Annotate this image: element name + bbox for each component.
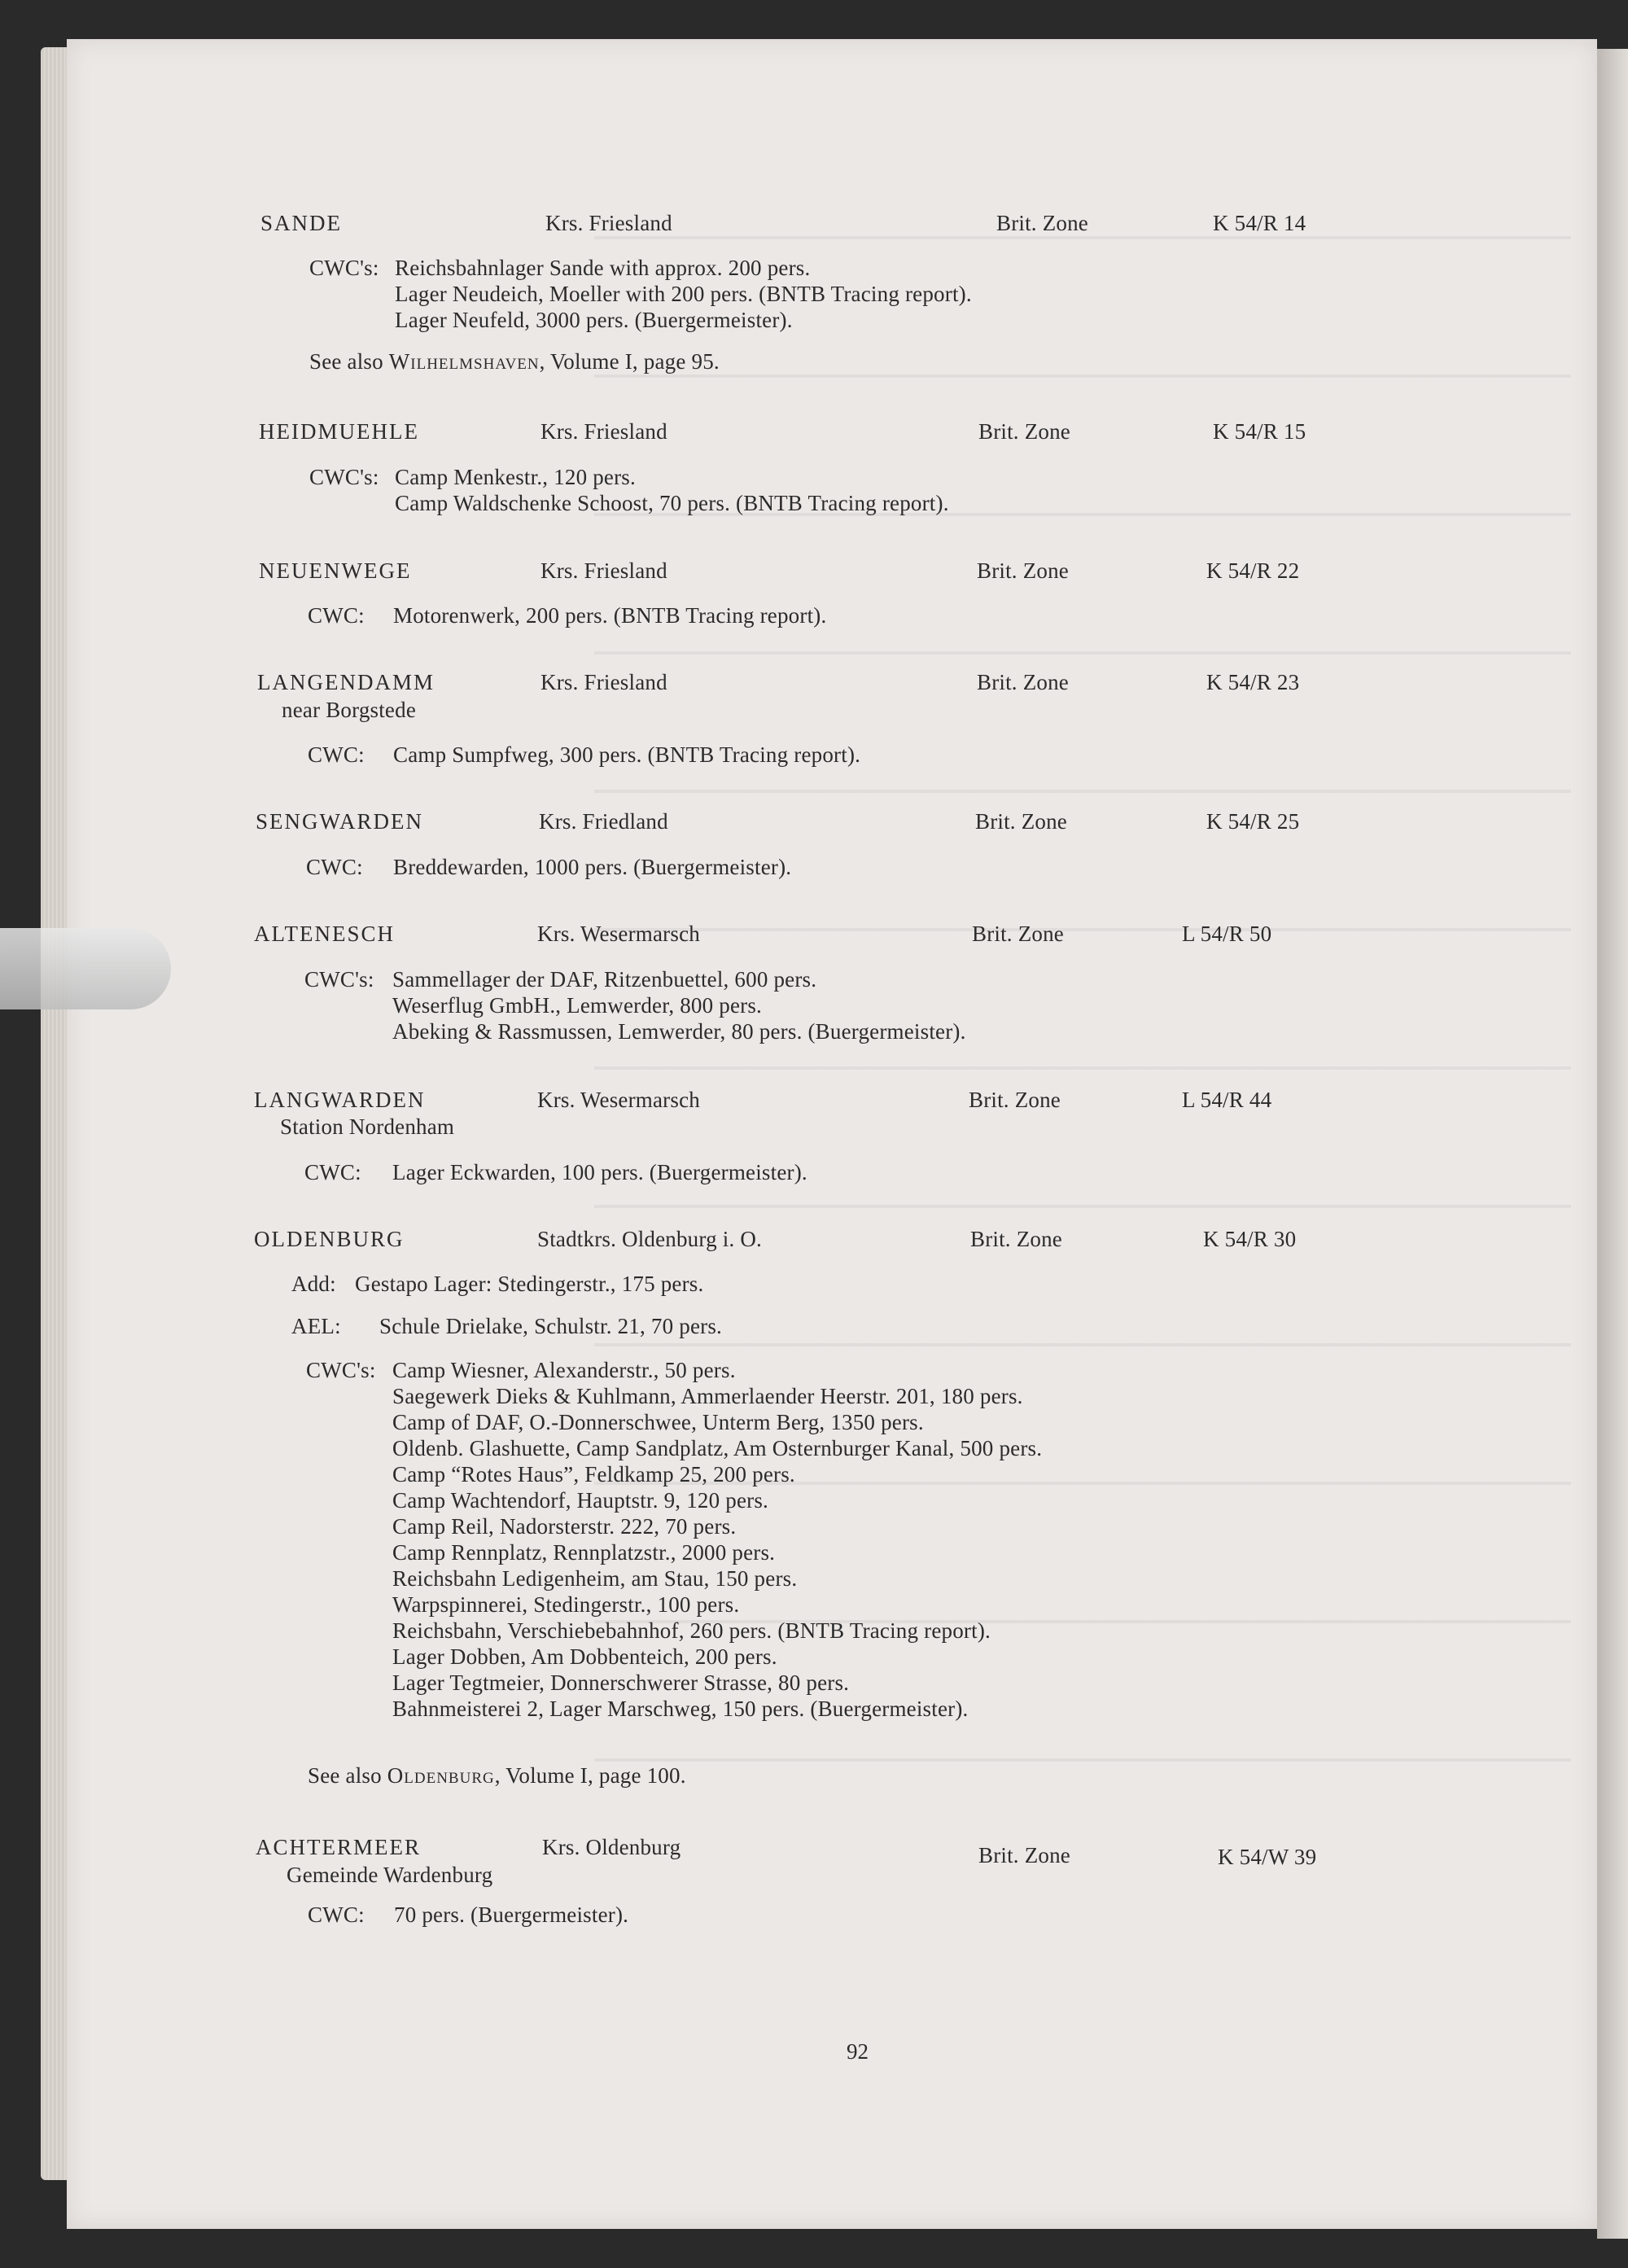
- camp-line: Camp Reil, Nadorsterstr. 222, 70 pers.: [392, 1514, 737, 1539]
- cwc-label: CWC's:: [306, 1358, 376, 1382]
- cwc-label: CWC:: [308, 742, 365, 767]
- camp-line: Reichsbahnlager Sande with approx. 200 pers.: [395, 256, 811, 280]
- camp-line: Oldenb. Glashuette, Camp Sandplatz, Am Osternburger Kanal, 500 pers.: [392, 1436, 1043, 1460]
- see-also-note: See also Oldenburg, Volume I, page 100.: [308, 1763, 686, 1788]
- camp-line: Motorenwerk, 200 pers. (BNTB Tracing report).: [393, 603, 827, 628]
- district: Krs. Oldenburg: [542, 1835, 681, 1859]
- place-name: OLDENBURG: [254, 1227, 405, 1251]
- cwc-label: CWC:: [304, 1160, 361, 1184]
- zone: Brit. Zone: [996, 211, 1088, 235]
- see-also-note: See also Wilhelmshaven, Volume I, page 95.: [309, 349, 720, 374]
- map-ref: K 54/R 30: [1203, 1227, 1297, 1251]
- map-ref: L 54/R 50: [1182, 922, 1272, 946]
- cwc-label: CWC's:: [309, 465, 379, 489]
- cwc-label: CWC's:: [304, 967, 374, 992]
- camp-line: Reichsbahn Ledigenheim, am Stau, 150 pers.: [392, 1566, 798, 1591]
- place-name: SANDE: [260, 211, 343, 235]
- camp-line: Warpspinnerei, Stedingerstr., 100 pers.: [392, 1592, 740, 1617]
- camp-line: Camp Menkestr., 120 pers.: [395, 465, 636, 489]
- district: Krs. Friedland: [539, 809, 668, 834]
- camp-line: Weserflug GmbH., Lemwerder, 800 pers.: [392, 993, 763, 1018]
- map-ref: K 54/R 15: [1213, 419, 1306, 444]
- zone: Brit. Zone: [977, 670, 1069, 694]
- add-line: Gestapo Lager: Stedingerstr., 175 pers.: [355, 1272, 704, 1296]
- district: Krs. Friesland: [540, 419, 667, 444]
- place-name: ALTENESCH: [254, 922, 396, 946]
- zone: Brit. Zone: [977, 558, 1069, 583]
- camp-line: Bahnmeisterei 2, Lager Marschweg, 150 pers. (Buergermeister).: [392, 1697, 969, 1721]
- cwc-label: CWC's:: [309, 256, 379, 280]
- camp-line: Lager Dobben, Am Dobbenteich, 200 pers.: [392, 1644, 777, 1669]
- camp-line: Reichsbahn, Verschiebebahnhof, 260 pers. (BNTB Tracing report).: [392, 1618, 991, 1643]
- camp-line: Camp Wiesner, Alexanderstr., 50 pers.: [392, 1358, 736, 1382]
- zone: Brit. Zone: [978, 419, 1070, 444]
- camp-line: Camp Wachtendorf, Hauptstr. 9, 120 pers.: [392, 1488, 768, 1513]
- cwc-label: CWC:: [306, 855, 363, 879]
- camp-line: Camp Sumpfweg, 300 pers. (BNTB Tracing report).: [393, 742, 861, 767]
- cwc-label: CWC:: [308, 1902, 365, 1927]
- add-label: Add:: [291, 1272, 336, 1296]
- camp-line: Lager Neufeld, 3000 pers. (Buergermeister).: [395, 308, 793, 332]
- map-ref: L 54/R 44: [1182, 1088, 1272, 1112]
- zone: Brit. Zone: [975, 809, 1067, 834]
- district: Krs. Friesland: [545, 211, 672, 235]
- map-ref: K 54/R 14: [1213, 211, 1306, 235]
- place-name: LANGWARDEN: [254, 1088, 426, 1112]
- zone: Brit. Zone: [969, 1088, 1061, 1112]
- zone: Brit. Zone: [970, 1227, 1062, 1251]
- camp-line: Lager Eckwarden, 100 pers. (Buergermeister).: [392, 1160, 807, 1184]
- place-name: LANGENDAMM: [257, 670, 435, 694]
- place-name: ACHTERMEER: [256, 1835, 422, 1859]
- page-number: 92: [847, 2039, 869, 2064]
- ael-label: AEL:: [291, 1314, 341, 1338]
- camp-line: Saegewerk Dieks & Kuhlmann, Ammerlaender Heerstr. 201, 180 pers.: [392, 1384, 1023, 1408]
- district: Krs. Wesermarsch: [537, 922, 700, 946]
- district: Krs. Wesermarsch: [537, 1088, 700, 1112]
- district: Stadtkrs. Oldenburg i. O.: [537, 1227, 762, 1251]
- district: Krs. Friesland: [540, 558, 667, 583]
- camp-line: Lager Tegtmeier, Donnerschwerer Strasse, 80 pers.: [392, 1670, 850, 1695]
- place-subname: Gemeinde Wardenburg: [287, 1863, 493, 1887]
- camp-line: Breddewarden, 1000 pers. (Buergermeister).: [393, 855, 792, 879]
- district: Krs. Friesland: [540, 670, 667, 694]
- map-ref: K 54/R 25: [1206, 809, 1300, 834]
- zone: Brit. Zone: [972, 922, 1064, 946]
- camp-line: Camp of DAF, O.-Donnerschwee, Unterm Berg, 1350 pers.: [392, 1410, 924, 1434]
- place-name: NEUENWEGE: [259, 558, 412, 583]
- camp-line: Sammellager der DAF, Ritzenbuettel, 600 pers.: [392, 967, 817, 992]
- ael-line: Schule Drielake, Schulstr. 21, 70 pers.: [379, 1314, 722, 1338]
- place-subname: Station Nordenham: [280, 1114, 455, 1139]
- place-name: HEIDMUEHLE: [259, 419, 419, 444]
- camp-line: 70 pers. (Buergermeister).: [394, 1902, 629, 1927]
- camp-line: Lager Neudeich, Moeller with 200 pers. (BNTB Tracing report).: [395, 282, 972, 306]
- camp-line: Camp Waldschenke Schoost, 70 pers. (BNTB Tracing report).: [395, 491, 949, 515]
- camp-line: Abeking & Rassmussen, Lemwerder, 80 pers. (Buergermeister).: [392, 1019, 966, 1044]
- camp-line: Camp Rennplatz, Rennplatzstr., 2000 pers.: [392, 1540, 776, 1565]
- place-subname: near Borgstede: [282, 698, 416, 722]
- map-ref: K 54/W 39: [1218, 1845, 1317, 1869]
- cwc-label: CWC:: [308, 603, 365, 628]
- map-ref: K 54/R 23: [1206, 670, 1300, 694]
- map-ref: K 54/R 22: [1206, 558, 1300, 583]
- camp-line: Camp “Rotes Haus”, Feldkamp 25, 200 pers.: [392, 1462, 795, 1486]
- place-name: SENGWARDEN: [256, 809, 423, 834]
- zone: Brit. Zone: [978, 1843, 1070, 1867]
